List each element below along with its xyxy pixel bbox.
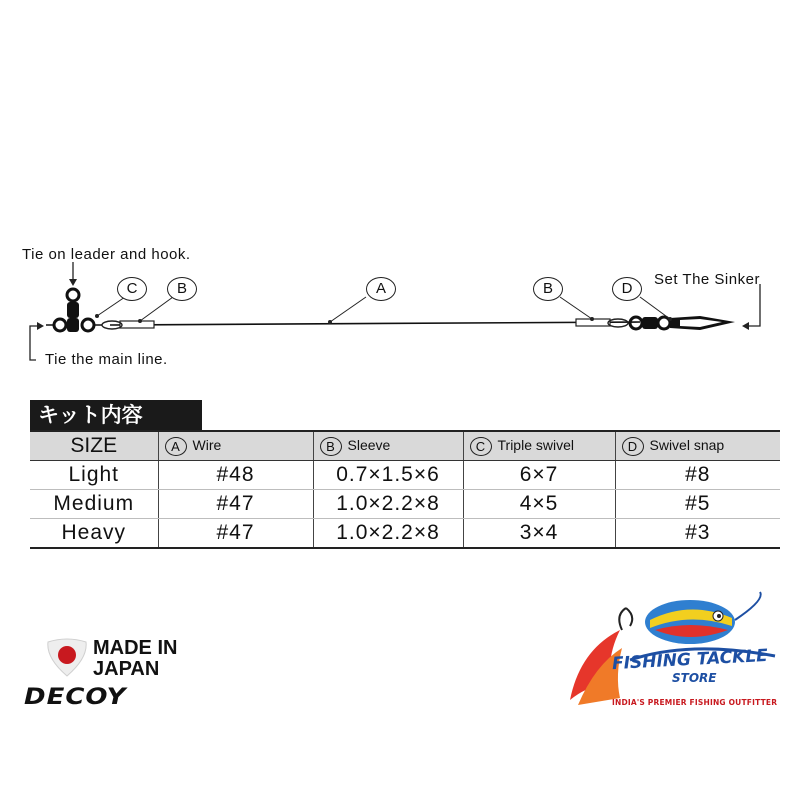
cell-swivel-snap: #8: [615, 461, 780, 490]
made-in-japan-badge: [93, 638, 177, 680]
cell-sleeve: 0.7×1.5×6: [313, 461, 463, 490]
marker-c: C: [117, 277, 147, 301]
cell-triple-swivel: 3×4: [463, 519, 615, 549]
header-wire-label: Wire: [192, 436, 222, 453]
marker-c-badge: C: [470, 437, 492, 456]
cell-sleeve: 1.0×2.2×8: [313, 519, 463, 549]
header-sleeve: [313, 431, 463, 461]
table-row: [30, 490, 780, 519]
decoy-logo: DECOY: [24, 684, 127, 710]
cell-triple-swivel: 4×5: [463, 490, 615, 519]
marker-b-badge: B: [320, 437, 342, 456]
store-tagline: INDIA'S PREMIER FISHING OUTFITTER: [612, 698, 778, 707]
marker-d: D: [612, 277, 642, 301]
swivel-snap-icon: [630, 316, 735, 330]
header-swivel-snap-label: Swivel snap: [649, 436, 725, 453]
header-sleeve-label: Sleeve: [347, 436, 391, 453]
cell-sleeve: 1.0×2.2×8: [313, 490, 463, 519]
cell-wire: #48: [158, 461, 313, 490]
made-in-text: MADE IN: [93, 637, 178, 659]
cell-size: Light: [30, 461, 158, 490]
tie-leader-label: Tie on leader and hook.: [22, 246, 191, 263]
cell-wire: #47: [158, 490, 313, 519]
set-sinker-label: Set The Sinker: [654, 271, 760, 288]
cell-size: Heavy: [30, 519, 158, 549]
store-name: FISHING TACKLE: [611, 645, 769, 675]
marker-b-left: B: [167, 277, 197, 301]
japan-flag-icon: [44, 638, 90, 678]
japan-text: JAPAN: [93, 658, 160, 680]
tie-main-line-label: Tie the main line.: [45, 351, 168, 368]
header-swivel-snap: [615, 431, 780, 461]
cell-swivel-snap: #5: [615, 490, 780, 519]
cell-triple-swivel: 6×7: [463, 461, 615, 490]
header-wire: [158, 431, 313, 461]
marker-b-right: B: [533, 277, 563, 301]
kit-contents-table: [30, 430, 780, 549]
table-row: [30, 461, 780, 490]
store-sub: STORE: [672, 671, 717, 685]
triple-swivel-icon: [46, 289, 102, 332]
header-triple-swivel-label: Triple swivel: [497, 436, 574, 453]
cell-size: Medium: [30, 490, 158, 519]
header-triple-swivel: [463, 431, 615, 461]
marker-a: A: [366, 277, 396, 301]
marker-d-badge: D: [622, 437, 644, 456]
header-size: SIZE: [30, 431, 158, 461]
marker-a-badge: A: [165, 437, 187, 456]
cell-wire: #47: [158, 519, 313, 549]
table-row: [30, 519, 780, 549]
table-header-row: [30, 431, 780, 461]
cell-swivel-snap: #3: [615, 519, 780, 549]
kit-heading: キット内容: [30, 400, 202, 430]
